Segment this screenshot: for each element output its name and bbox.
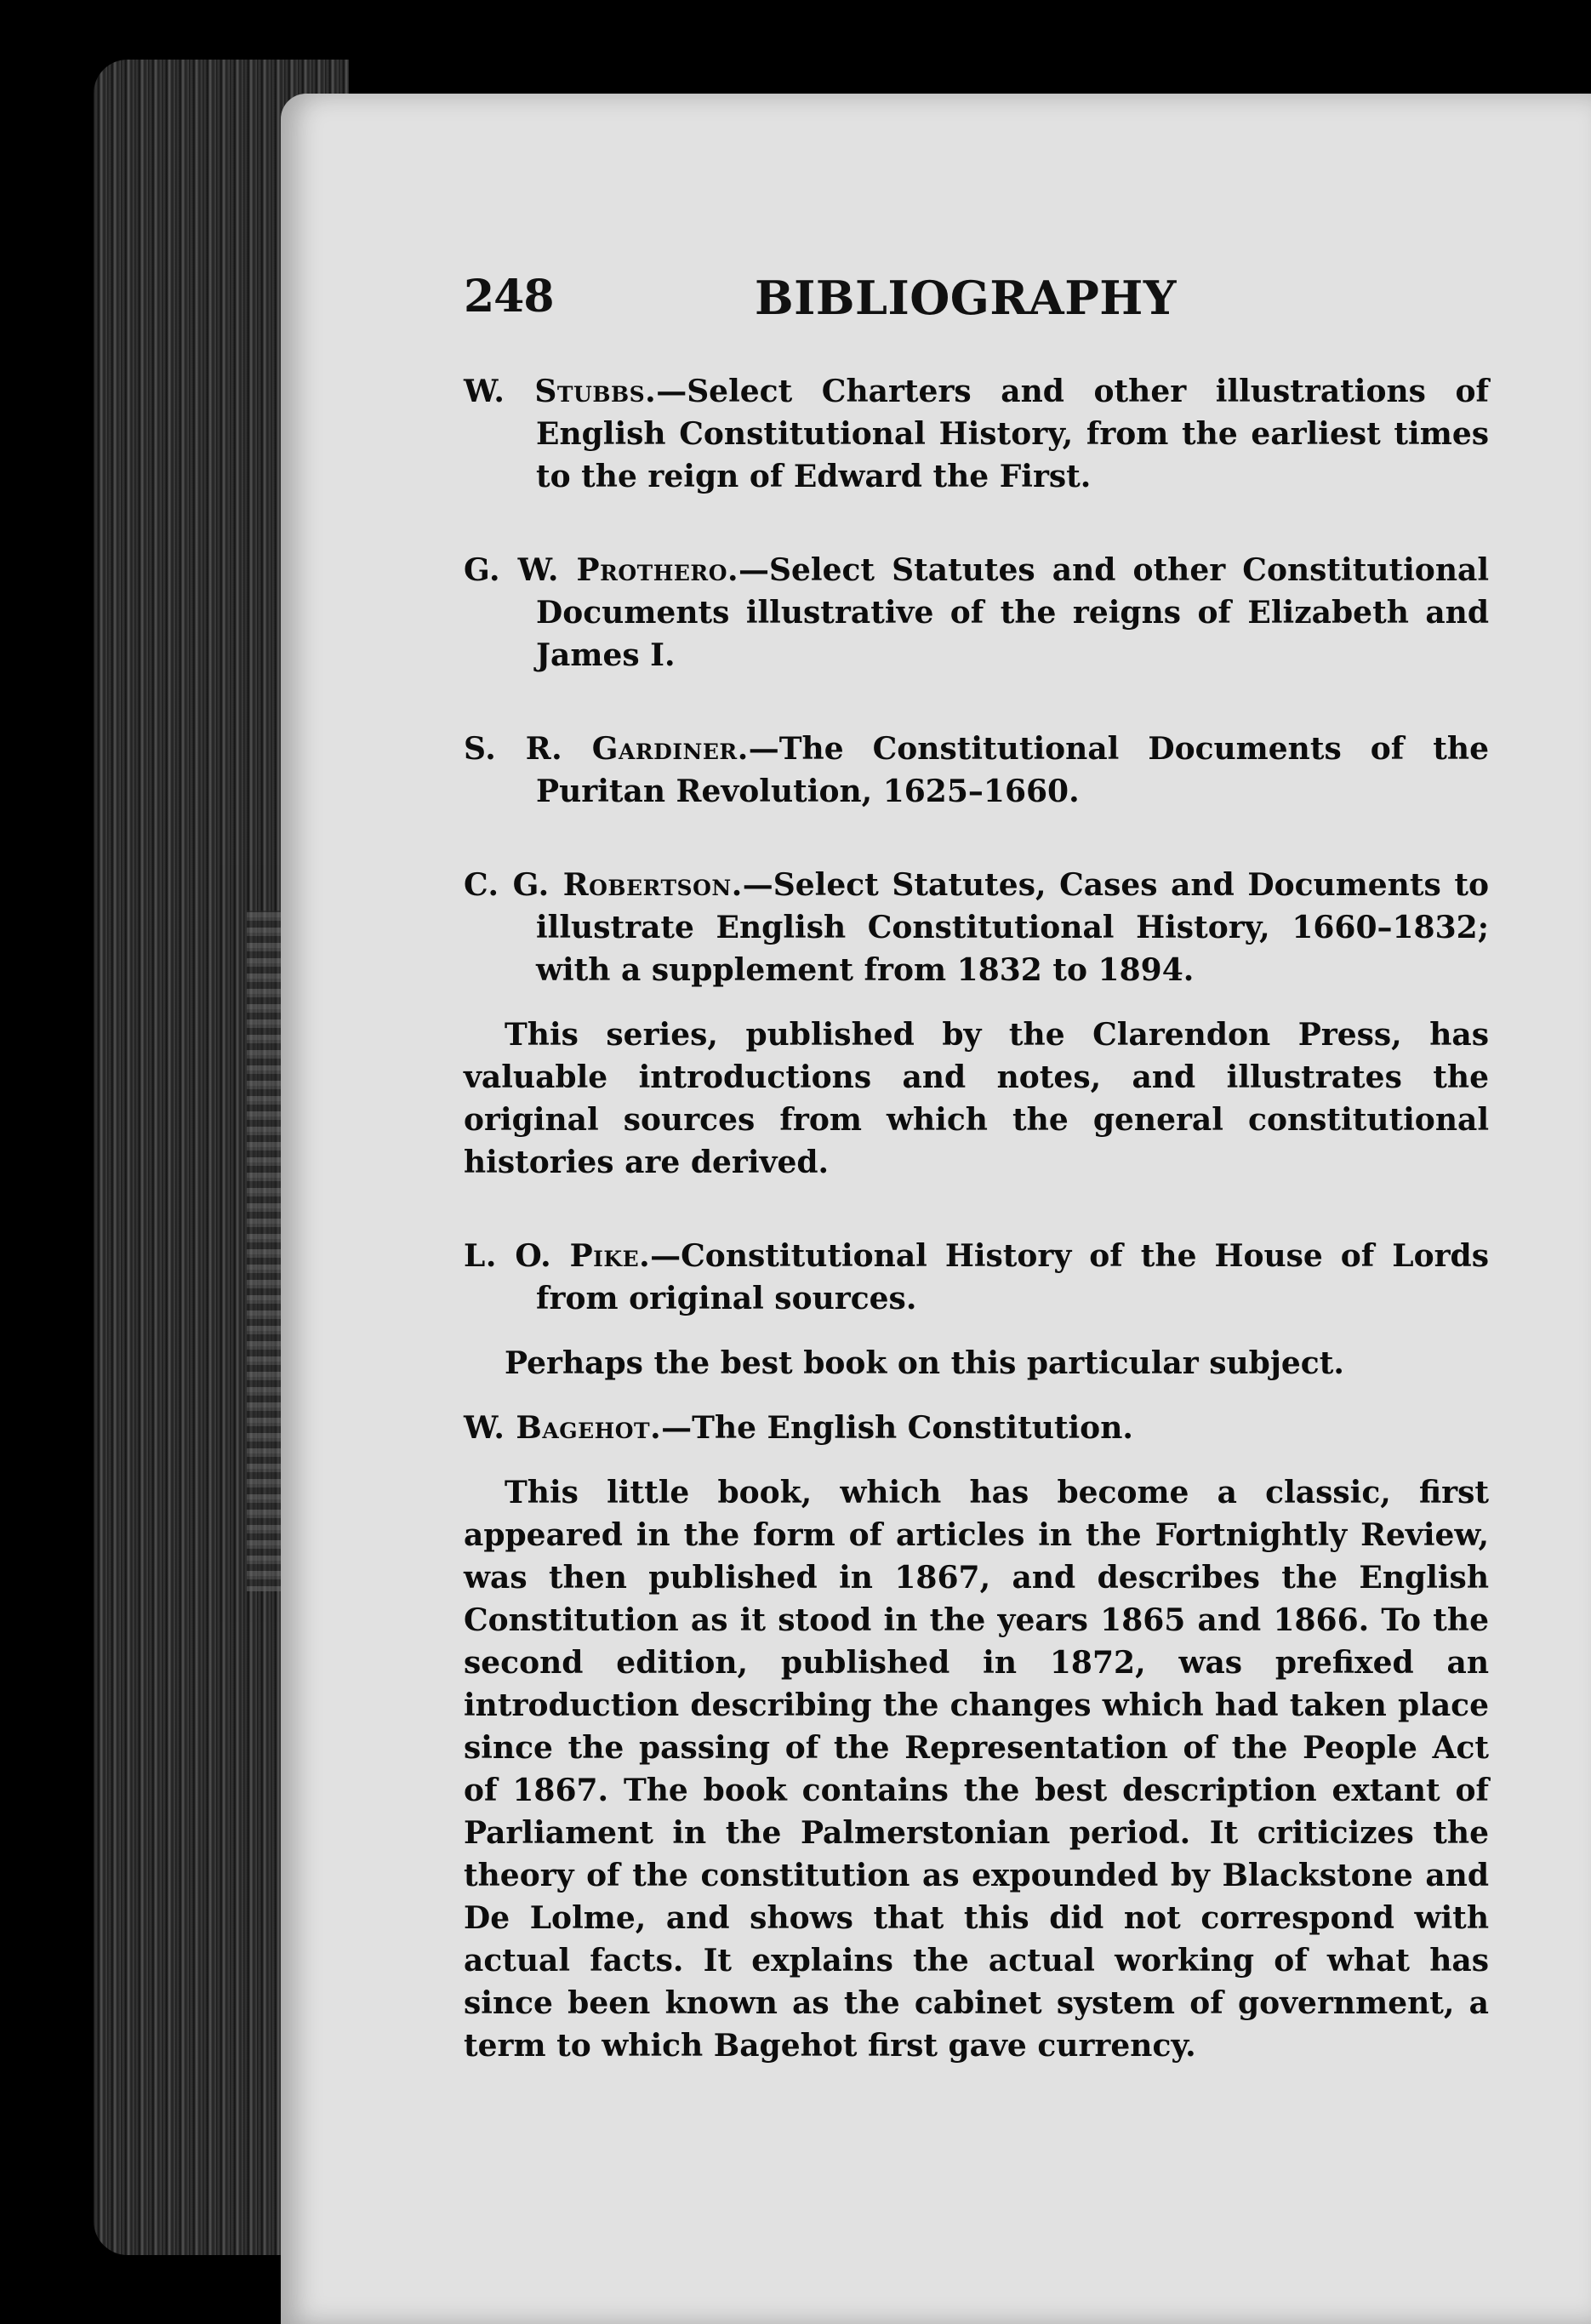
entry-title: —The Constitutional Documents of the Puritan Revolution, 1625–1660. [536, 731, 1489, 809]
running-head: BIBLIOGRAPHY [755, 271, 1177, 325]
bibliography-entry-gardiner [464, 728, 1489, 813]
entry-title: —Select Charters and other illustrations of English Constitutional History, from the earliest times to the reign of Edward the First. [536, 374, 1489, 494]
bibliography-entry-bagehot [464, 1407, 1489, 1449]
bibliography-entry-pike [464, 1235, 1489, 1320]
entry-title: —Select Statutes, Cases and Documents to illustrate English Constitutional History, 1660–1832; with a supplement from 1832 to 1894. [536, 867, 1489, 988]
bibliography-body [464, 370, 1489, 2118]
entry-title: —Constitutional History of the House of Lords from original sources. [536, 1238, 1489, 1316]
bibliography-entry-stubbs [464, 370, 1489, 498]
bibliography-entry-robertson [464, 864, 1489, 991]
entry-title: —Select Statutes and other Constitutional Documents illustrative of the reigns of Elizabeth and James I. [536, 552, 1489, 673]
bibliography-entry-prothero [464, 549, 1489, 677]
entry-author: L. O. Pike. [464, 1238, 651, 1274]
bagehot-note: This little book, which has become a classic, first appeared in the form of articles in the Fortnightly Review, was then published in 1867, and describes the English Constitution as it stood in the years 1865 and 1866. To the second edition, published in 1872, was prefixed an introduction describing the changes which had taken place since the passing of the Representation of the People Act of 1867. The book contains the best description extant of Parliament in the Palmerstonian period. It criticizes the theory of the constitution as expounded by Blackstone and De Lolme, and shows that this did not correspond with actual facts. It explains the actual working of what has since been known as the cabinet system of government, a term to which Bagehot first gave currency. [464, 1475, 1489, 2064]
page-number: 248 [464, 271, 554, 323]
entry-author: C. G. Robertson. [464, 867, 743, 903]
entry-author: W. Bagehot. [464, 1410, 662, 1446]
pike-note: Perhaps the best book on this particular subject. [505, 1345, 1344, 1381]
entry-author: S. R. Gardiner. [464, 731, 749, 767]
entry-title: —The English Constitution. [661, 1410, 1133, 1446]
series-note: This series, published by the Clarendon Press, has valuable introductions and notes, and illustrates the original sources from which the general constitutional histories are derived. [464, 1017, 1489, 1180]
page-header [464, 271, 1502, 339]
entry-author: G. W. Prothero. [464, 552, 739, 588]
entry-author: W. Stubbs. [464, 374, 657, 409]
